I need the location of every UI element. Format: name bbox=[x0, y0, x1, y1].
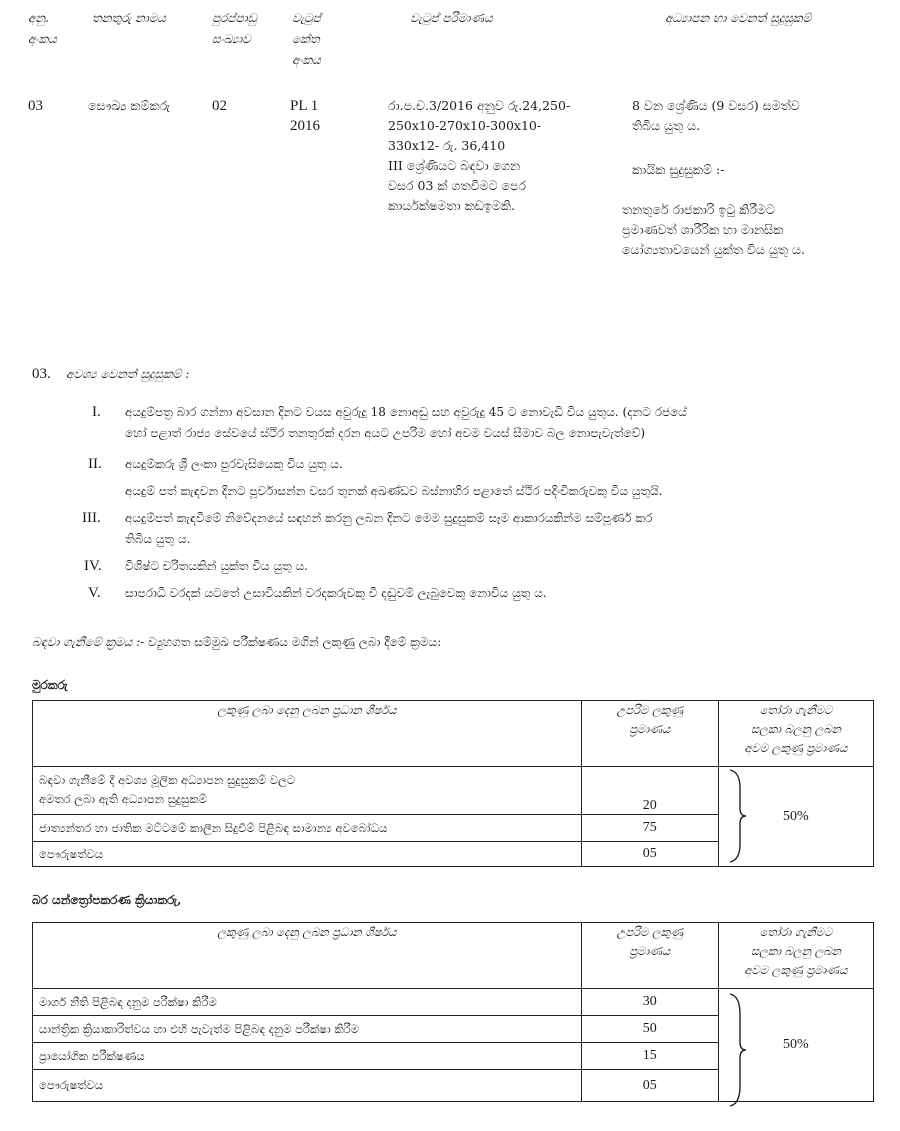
salary-line-3: 330x12- රු. 36,410 bbox=[388, 138, 506, 153]
item-num-4: IV. bbox=[84, 558, 102, 574]
table2-row4-label: පෞරුෂත්වය bbox=[33, 1070, 582, 1102]
item-5-line-1: සාපරාධී වරදක් යටතේ උසාවියකින් වරදකරුවකු වී දඬුවම් ලැබුවෙකු නොවිය යුතු ය. bbox=[125, 586, 547, 600]
item-4-line-1: විශිෂ්ට චරිතයකින් යුක්ත විය යුතු ය. bbox=[125, 559, 308, 573]
table1-header-main: ලකුණු ලබා දෙනු ලබන ප්‍රධාන ශීර්ෂය bbox=[33, 701, 582, 767]
salary-line-1: රා.ප.ච.3/2016 අනුව රු.24,250- bbox=[388, 98, 571, 113]
header-no: අනු. අංකය bbox=[28, 11, 57, 46]
table1-row2-label: ජාත්‍යන්තර හා ජාතික මට්ටමේ කාලීන සිදුවීම් පිළිබඳ සාමාන්‍ය අවබෝධය bbox=[33, 815, 582, 842]
item-3-line-2: තිබිය යුතු ය. bbox=[125, 532, 191, 546]
table2-row1-label: මාර්ග නීති පිළිබඳ දනුම පරීක්ෂා කිරීම bbox=[33, 989, 582, 1016]
item-num-3: III. bbox=[82, 510, 101, 526]
item-2-line-1: අයදුම්කරු ශ්‍රී ලංකා පුරවැසියෙකු විය යුතු ය. bbox=[125, 457, 343, 471]
section-heading: අවශ්‍ය වෙනත් සුදුසුකම් : bbox=[66, 367, 190, 381]
table1-row1-value: 20 bbox=[581, 767, 718, 815]
item-num-5: V. bbox=[88, 585, 101, 601]
table1-min-value: 50% bbox=[718, 767, 873, 867]
item-num-1: I. bbox=[92, 404, 101, 420]
table2-row1-value: 30 bbox=[581, 989, 718, 1016]
row-post: සෞඛ්‍ය කම්කරු bbox=[88, 98, 171, 113]
table2-min-value: 50% bbox=[718, 989, 873, 1102]
recruitment-method bbox=[32, 632, 441, 653]
row-code-line1: PL 1 bbox=[290, 98, 319, 114]
table1-brace bbox=[728, 768, 748, 864]
table2-row2-label: යාන්ත්‍රික ක්‍රියාකාරිත්වය හා එහි පැවැත්ම පිළිබඳ දනුම පරීක්ෂා කිරීම bbox=[33, 1016, 582, 1043]
salary-line-6: කාර්යක්ෂමතා කඩඉමකි. bbox=[388, 198, 515, 213]
item-num-2: II. bbox=[88, 456, 102, 472]
qual-physical-heading: කායික සුදුසුකම් :- bbox=[632, 162, 725, 177]
table1-header-min: තෝරා ගැනීමට සලකා බලනු ලබන අවම ලකුණු ප්‍රමාණය bbox=[718, 701, 873, 767]
table2-header-min: තෝරා ගැනීමට සලකා බලනු ලබන අවම ලකුණු ප්‍රමාණය bbox=[718, 923, 873, 989]
table2-header-main: ලකුණු ලබා දෙනු ලබන ප්‍රධාන ශීර්ෂය bbox=[33, 923, 582, 989]
table2-brace bbox=[728, 992, 748, 1108]
table2-row3-value: 15 bbox=[581, 1043, 718, 1070]
table1-header-max: උපරිම ලකුණු ප්‍රමාණය bbox=[581, 701, 718, 767]
qual-line-1: 8 වන ශ්‍රේණිය (9 වසර) සමත්ව bbox=[632, 98, 800, 113]
item-1-line-1: අයදුම්පත්‍ර බාර ගන්නා අවසාන දිනට වයස අවුරුදු 18 නොඅඩු සහ අවුරුදු 45 ට නොවැඩි විය යුතුය. (දනට රජයේ bbox=[125, 405, 687, 419]
table2-row4-value: 05 bbox=[581, 1070, 718, 1102]
qual-line-4: තනතුරේ රාජකාරි ඉටු කිරීමට bbox=[622, 202, 775, 217]
item-2-line-2: අයදුම් පත් කැඳවන දිනට පූර්වාසන්න වසර තුනක් අඛණ්ඩව බස්නාහිර පළාතේ ස්ථිර පදිංචිකරුවකු විය යුතුයි. bbox=[125, 484, 663, 498]
section-number: 03. bbox=[32, 366, 51, 382]
qual-line-6: යෝග්‍යතාවයෙන් යුක්ත විය යුතු ය. bbox=[622, 242, 805, 257]
table1-title: මුරකරු bbox=[32, 678, 68, 692]
item-1-line-2: හෝ පළාත් රාජ්‍ය සේවයේ ස්ථිර තනතුරක් දරන අයට උපරිම හෝ අවම වයස් සීමාව බල නොපැවැත්වේ) bbox=[125, 426, 646, 440]
table1-row3-value: 05 bbox=[581, 842, 718, 867]
row-code-line2: 2016 bbox=[290, 118, 320, 134]
header-post: තනතුරු නාමය bbox=[92, 11, 167, 25]
salary-line-2: 250x10-270x10-300x10- bbox=[388, 118, 542, 133]
table1-row1-label: බඳවා ගැනීමේ දී අවශ්‍ය මූලික අධ්‍යාපන සුදුසුකම් වලට අමතර ලබා ඇති අධ්‍යාපන සුදුසුකම් bbox=[33, 767, 582, 815]
table1-row2-value: 75 bbox=[581, 815, 718, 842]
row-no: 03 bbox=[28, 98, 43, 114]
header-qualifications: අධ්‍යාපන හා වෙනත් සුදුසුකම් bbox=[665, 11, 812, 25]
recruitment-method-label: බඳවා ගැනීමේ ක්‍රමය :- bbox=[32, 635, 145, 649]
qual-line-5: ප්‍රමාණවත් ශාරීරික හා මානසික bbox=[622, 222, 784, 237]
table2-row2-value: 50 bbox=[581, 1016, 718, 1043]
table2-row3-label: ප්‍රායෝගික පරීක්ෂණය bbox=[33, 1043, 582, 1070]
row-vacancies: 02 bbox=[212, 98, 227, 114]
header-vacancies: පුරප්පාඩු සංඛ්‍යාව bbox=[212, 11, 257, 46]
salary-line-5: වසර 03 ක් ගතවීමට පෙර bbox=[388, 178, 527, 193]
recruitment-method-text: ව්‍යුහගත සම්මුඛ පරීක්ෂණය මගින් ලකුණු ලබා දීමේ ක්‍රමය: bbox=[148, 635, 442, 649]
table1-row3-label: පෞරුෂත්වය bbox=[33, 842, 582, 867]
table2-title: බර යන්ත්‍රෝපකරණ ක්‍රියාකරු, bbox=[32, 893, 182, 907]
qual-line-2: තිබිය යුතු ය. bbox=[632, 118, 701, 133]
item-3-line-1: අයදුම්පත් කැඳවීමේ නිවේදනයේ සඳහන් කරනු ලබන දිනට මෙම සුදුසුකම් සෑම ආකාරයකින්ම සම්පූර්ණ කර bbox=[125, 511, 653, 525]
salary-line-4: III ශ්‍රේණියට බඳවා ගෙන bbox=[388, 158, 521, 173]
header-salary-code: වැටුප් කේත අංකය bbox=[292, 11, 321, 67]
header-salary-scale: වැටුප් පරිමාණය bbox=[410, 11, 493, 25]
table2-header-max: උපරිම ලකුණු ප්‍රමාණය bbox=[581, 923, 718, 989]
